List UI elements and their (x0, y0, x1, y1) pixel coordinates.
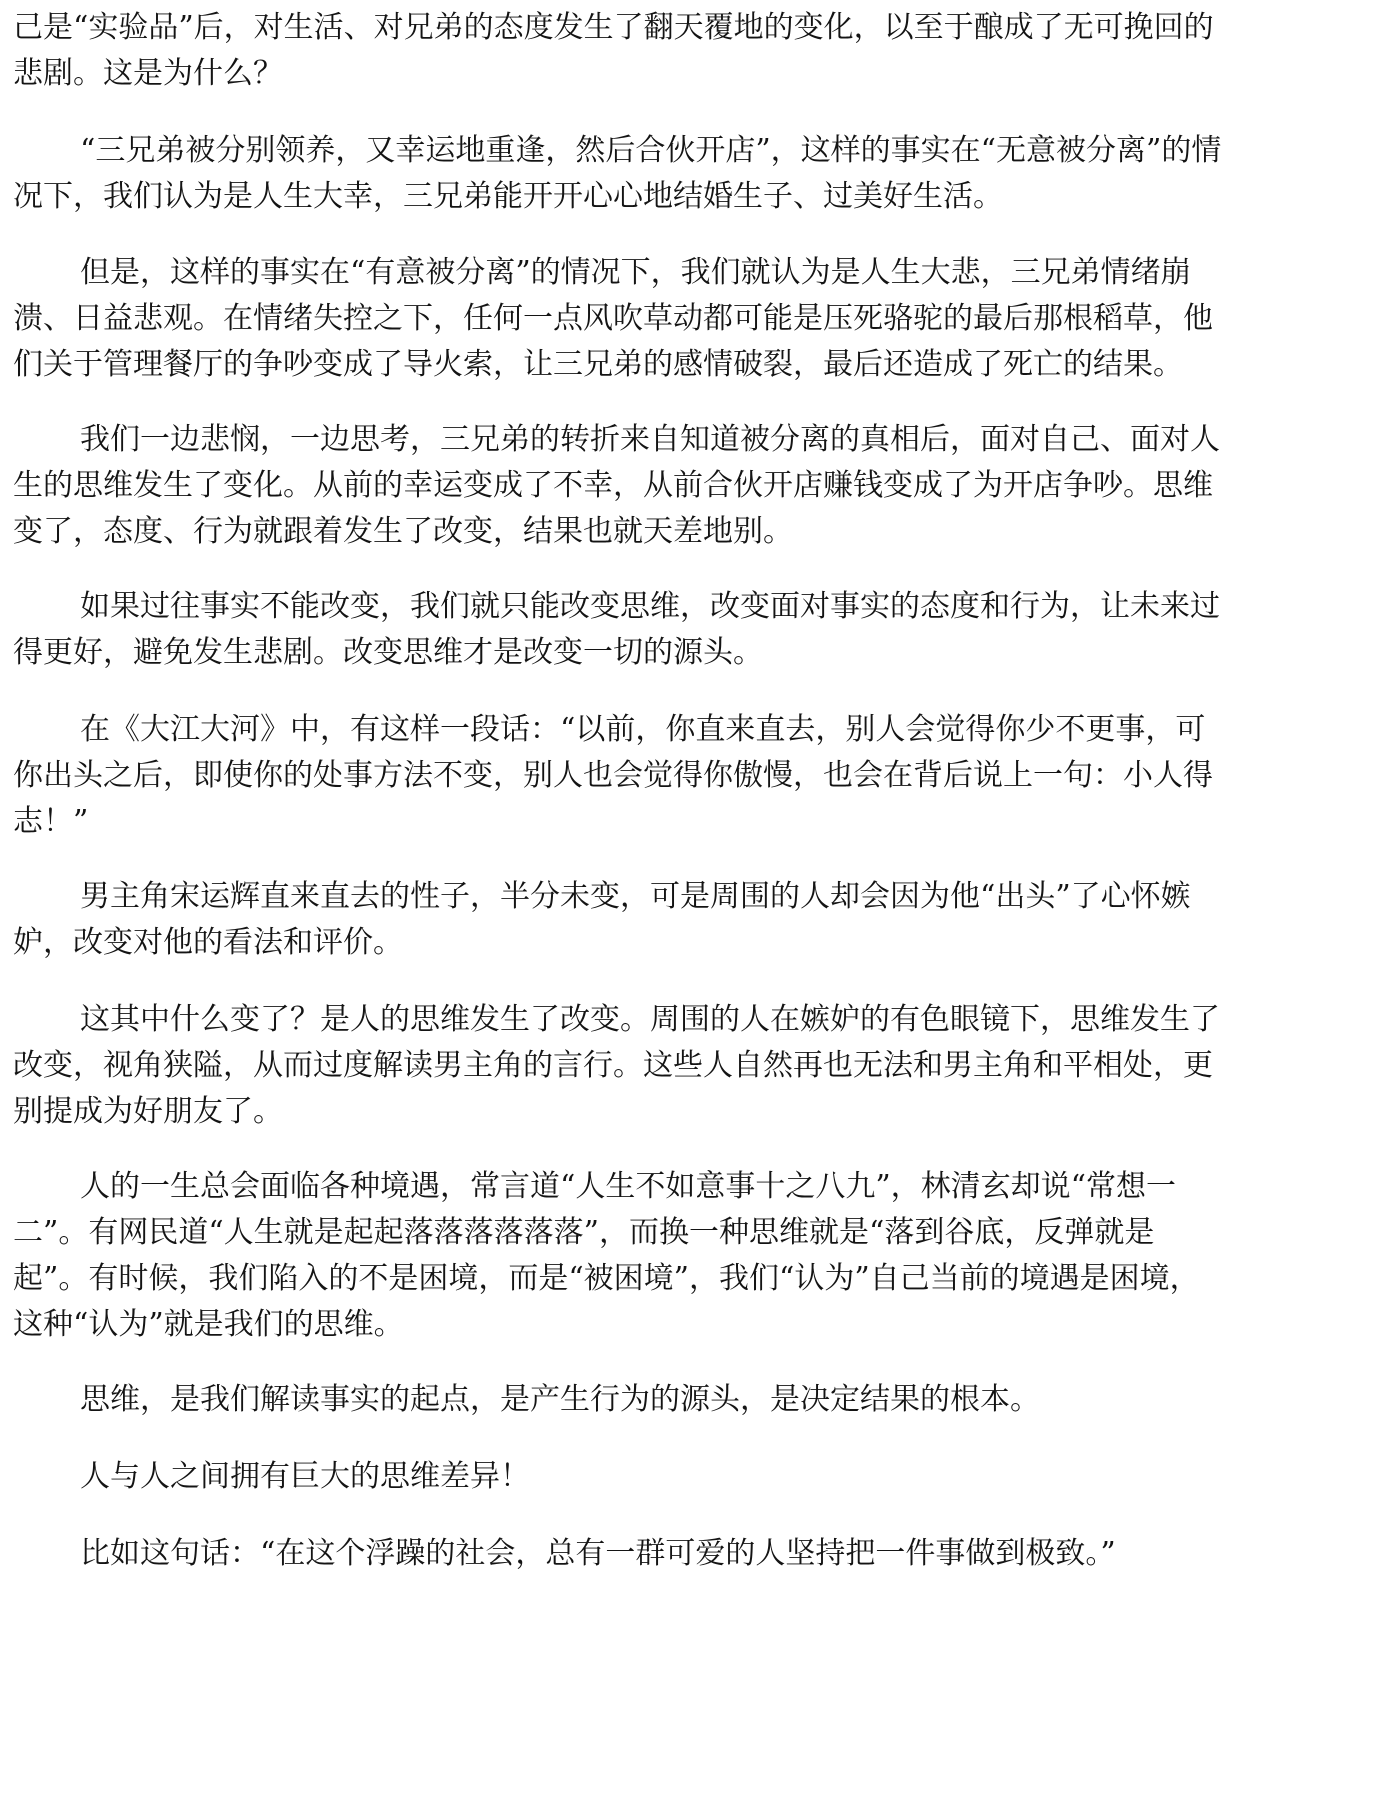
text-line: 在《大江大河》中，有这样一段话：“以前，你直来直去，别人会觉得你少不更事，可 (80, 712, 1206, 747)
text-line: 妒，改变对他的看法和评价。 (13, 925, 403, 960)
text-line: 二”。有网民道“人生就是起起落落落落落落”，而换一种思维就是“落到谷底，反弹就是 (13, 1215, 1155, 1250)
text-line: 但是，这样的事实在“有意被分离”的情况下，我们就认为是人生大悲，三兄弟情绪崩 (80, 255, 1191, 290)
text-line: 况下，我们认为是人生大幸，三兄弟能开开心心地结婚生子、过美好生活。 (13, 179, 1003, 214)
text-line: 如果过往事实不能改变，我们就只能改变思维，改变面对事实的态度和行为，让未来过 (80, 589, 1220, 624)
text-line: 比如这句话：“在这个浮躁的社会，总有一群可爱的人坚持把一件事做到极致。” (80, 1536, 1116, 1571)
paragraph-8 (13, 997, 1373, 1135)
text-line: 溃、日益悲观。在情绪失控之下，任何一点风吹草动都可能是压死骆驼的最后那根稻草，他 (13, 301, 1213, 336)
text-line: 悲剧。这是为什么？ (13, 56, 283, 91)
text-line: 人的一生总会面临各种境遇，常言道“人生不如意事十之八九”，林清玄却说“常想一 (80, 1169, 1177, 1204)
paragraph-9 (13, 1164, 1373, 1348)
text-line: 思维，是我们解读事实的起点，是产生行为的源头，是决定结果的根本。 (80, 1382, 1040, 1417)
paragraph-5 (13, 584, 1373, 676)
text-line: 志！” (13, 804, 89, 839)
text-line: 起”。有时候，我们陷入的不是困境，而是“被困境”，我们“认为”自己当前的境遇是困境， (13, 1261, 1200, 1296)
text-line: 们关于管理餐厅的争吵变成了导火索，让三兄弟的感情破裂，最后还造成了死亡的结果。 (13, 347, 1183, 382)
text-line: 我们一边悲悯，一边思考，三兄弟的转折来自知道被分离的真相后，面对自己、面对人 (80, 422, 1220, 457)
text-line: 得更好，避免发生悲剧。改变思维才是改变一切的源头。 (13, 635, 763, 670)
paragraph-10 (13, 1377, 1373, 1423)
paragraph-7 (13, 874, 1373, 966)
text-line: “三兄弟被分别领养，又幸运地重逢，然后合伙开店”，这样的事实在“无意被分离”的情 (80, 133, 1222, 168)
text-line: 这其中什么变了？是人的思维发生了改变。周围的人在嫉妒的有色眼镜下，思维发生了 (80, 1002, 1220, 1037)
text-line: 改变，视角狭隘，从而过度解读男主角的言行。这些人自然再也无法和男主角和平相处，更 (13, 1048, 1213, 1083)
paragraph-4 (13, 417, 1373, 555)
text-line: 生的思维发生了变化。从前的幸运变成了不幸，从前合伙开店赚钱变成了为开店争吵。思维 (13, 468, 1213, 503)
paragraph-11 (13, 1454, 1373, 1500)
text-line: 你出头之后，即使你的处事方法不变，别人也会觉得你傲慢，也会在背后说上一句：小人得 (13, 758, 1213, 793)
text-line: 己是“实验品”后，对生活、对兄弟的态度发生了翻天覆地的变化，以至于酿成了无可挽回的 (13, 10, 1214, 45)
text-line: 人与人之间拥有巨大的思维差异！ (80, 1459, 530, 1494)
text-line: 变了，态度、行为就跟着发生了改变，结果也就天差地别。 (13, 514, 793, 549)
paragraph-3 (13, 250, 1373, 388)
paragraph-2 (13, 128, 1373, 220)
text-line: 这种“认为”就是我们的思维。 (13, 1307, 404, 1342)
text-line: 男主角宋运辉直来直去的性子，半分未变，可是周围的人却会因为他“出头”了心怀嫉 (80, 879, 1191, 914)
paragraph-1 (13, 5, 1373, 97)
text-line: 别提成为好朋友了。 (13, 1094, 283, 1129)
paragraph-12 (13, 1531, 1373, 1577)
paragraph-6 (13, 707, 1373, 845)
